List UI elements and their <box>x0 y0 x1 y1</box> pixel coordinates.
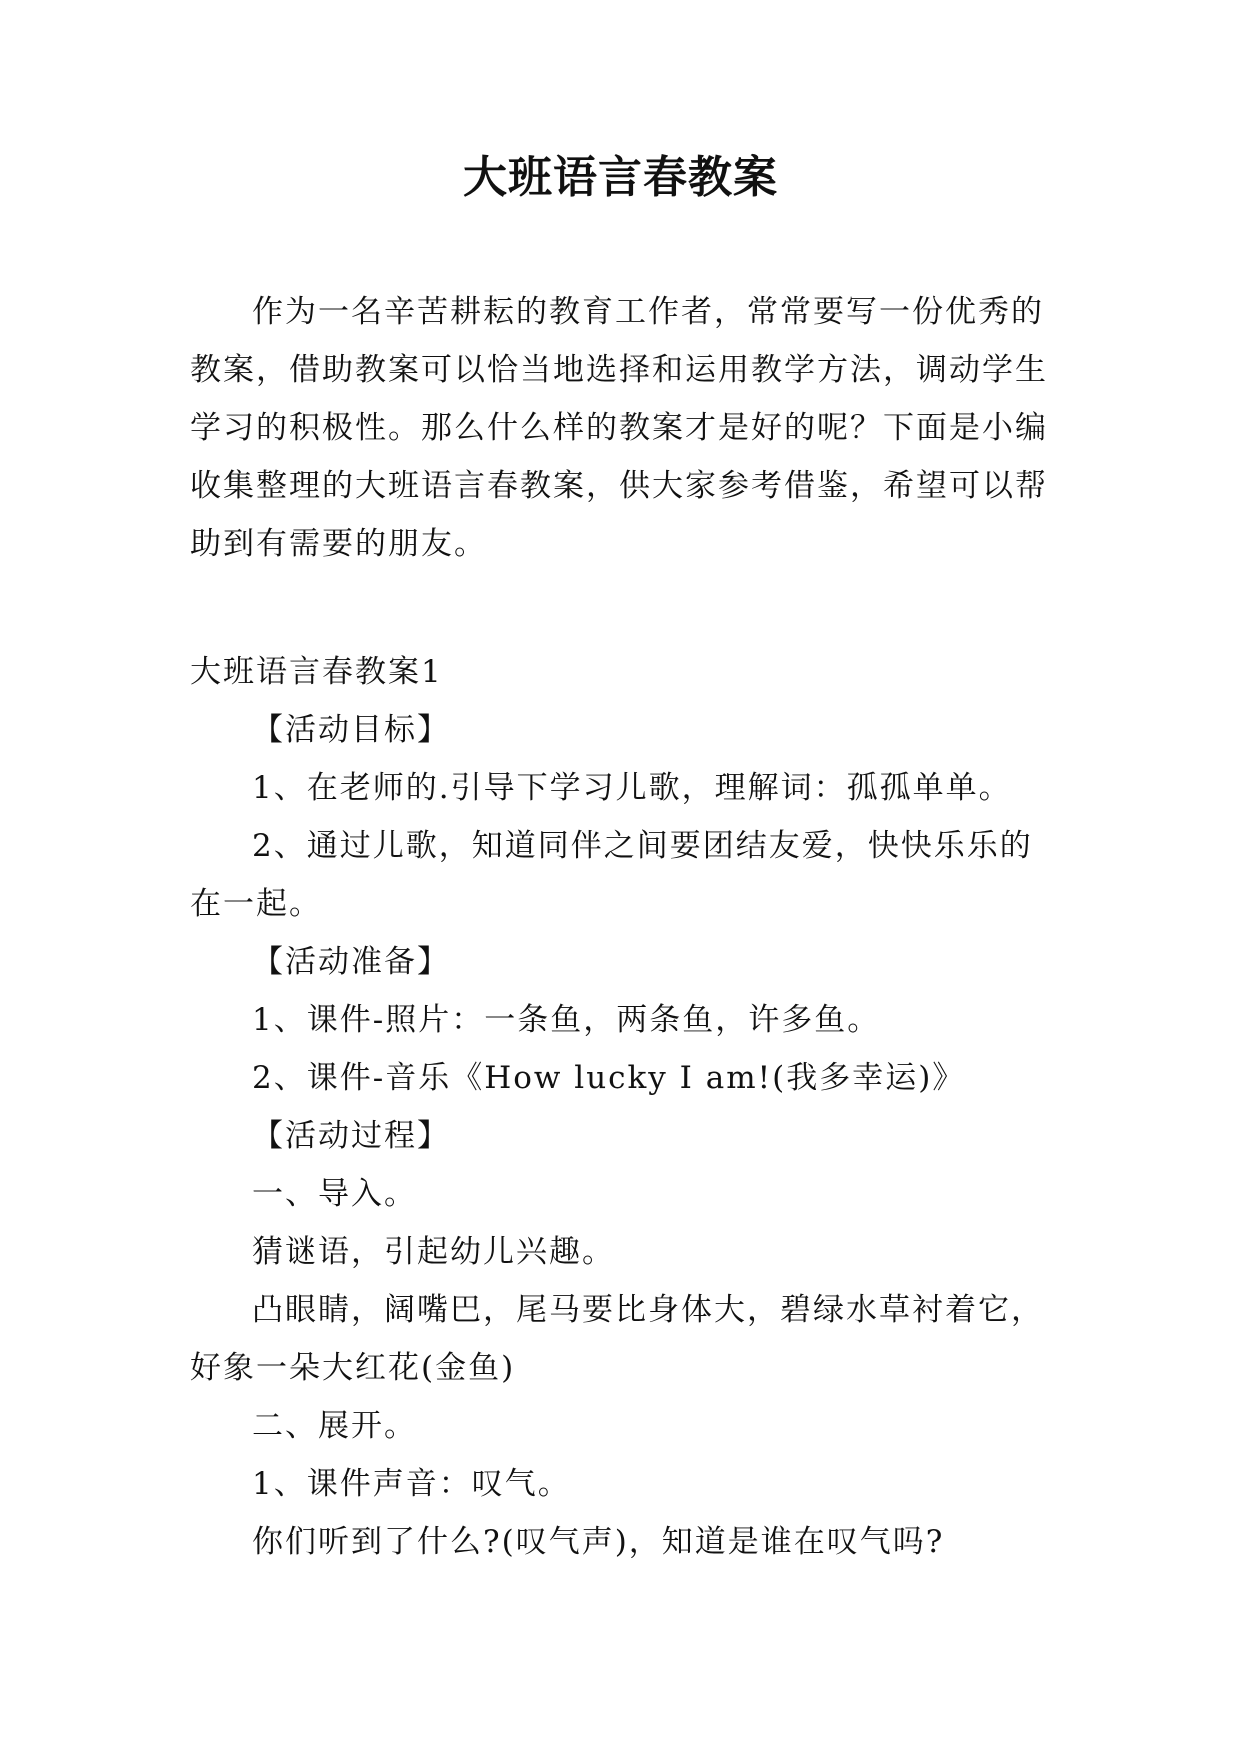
document-body <box>190 283 1058 1571</box>
heading-activity-preparation: 【活动准备】 <box>252 944 450 980</box>
process-step-intro: 一、导入。 <box>252 1176 417 1212</box>
process-riddle-prompt: 猜谜语，引起幼儿兴趣。 <box>252 1234 615 1270</box>
goal-item-2: 2、通过儿歌，知道同伴之间要团结友爱，快快乐乐的在一起。 <box>190 828 1033 922</box>
preparation-item-2: 2、课件-音乐《How lucky I am!(我多幸运)》 <box>252 1060 966 1096</box>
process-riddle-text: 凸眼睛，阔嘴巴，尾马要比身体大，碧绿水草衬着它，好象一朵大红花(金鱼) <box>190 1292 1044 1386</box>
process-sound-item: 1、课件声音：叹气。 <box>252 1466 571 1502</box>
section-title: 大班语言春教案1 <box>190 654 443 690</box>
heading-activity-goals: 【活动目标】 <box>252 712 450 748</box>
preparation-item-1: 1、课件-照片：一条鱼，两条鱼，许多鱼。 <box>252 1002 881 1038</box>
goal-item-1: 1、在老师的.引导下学习儿歌，理解词：孤孤单单。 <box>252 770 1012 806</box>
document-title: 大班语言春教案 <box>463 152 778 203</box>
process-step-expand: 二、展开。 <box>252 1408 417 1444</box>
heading-activity-process: 【活动过程】 <box>252 1118 450 1154</box>
intro-paragraph: 作为一名辛苦耕耘的教育工作者，常常要写一份优秀的教案，借助教案可以恰当地选择和运用教学方法，调动学生学习的积极性。那么什么样的教案才是好的呢？下面是小编收集整理的大班语言春教案，供大家参考借鉴，希望可以帮助到有需要的朋友。 <box>190 294 1048 562</box>
process-question: 你们听到了什么?(叹气声)，知道是谁在叹气吗? <box>252 1524 945 1560</box>
